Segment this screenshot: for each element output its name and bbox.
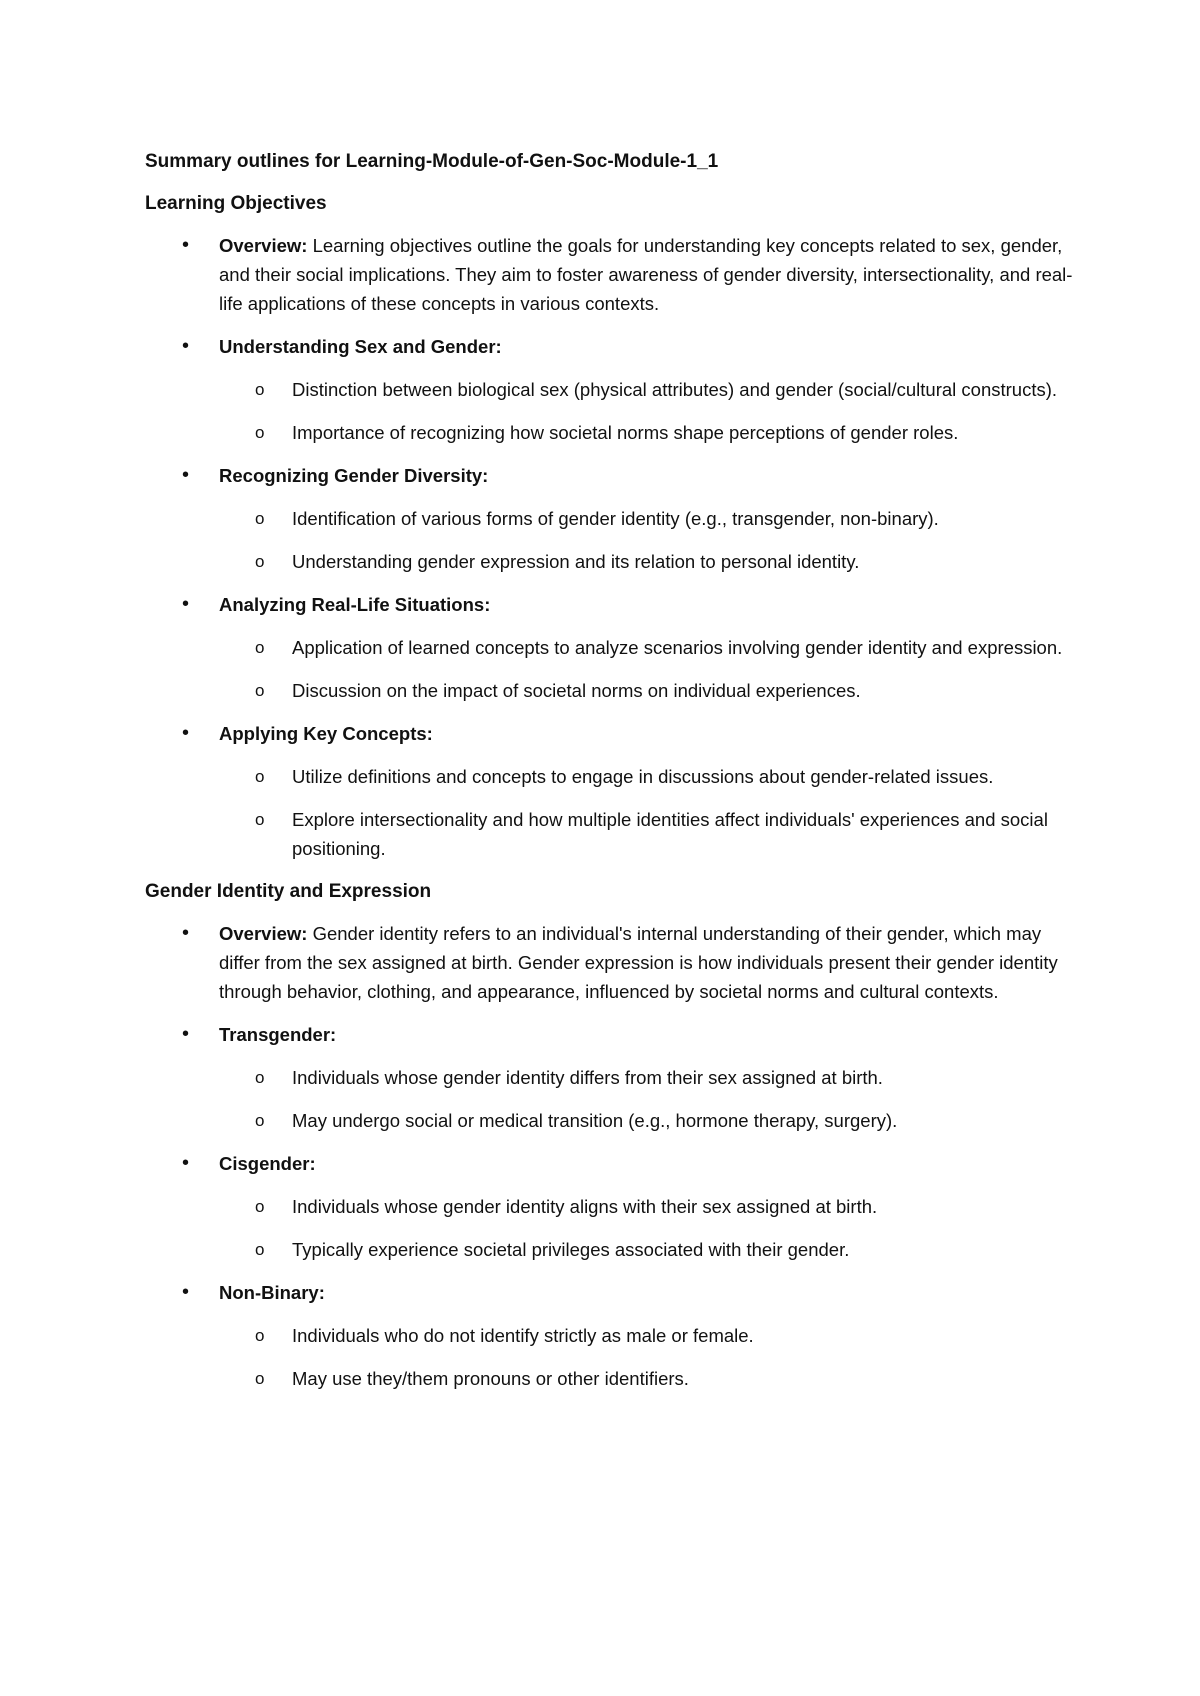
sub-bullet-icon: o xyxy=(255,1369,265,1388)
sub-item-text: May use they/them pronouns or other identifiers. xyxy=(292,1368,689,1389)
sub-bullet-icon: o xyxy=(255,1068,265,1087)
sub-item xyxy=(219,547,1075,576)
bullet-item-real-life xyxy=(145,590,1075,705)
bullet-icon: • xyxy=(182,593,190,615)
bullet-icon: • xyxy=(182,922,190,944)
section-heading: Learning Objectives xyxy=(145,193,327,214)
bullet-icon: • xyxy=(182,464,190,486)
sub-list xyxy=(219,1192,1075,1264)
bullet-text xyxy=(219,719,1075,748)
sub-item xyxy=(219,418,1075,447)
bullet-text xyxy=(219,1020,1075,1049)
sub-item-text: Distinction between biological sex (physical attributes) and gender (social/cultural constructs). xyxy=(292,379,1058,400)
sub-bullet-icon: o xyxy=(255,638,265,657)
sub-item-text: Individuals whose gender identity aligns with their sex assigned at birth. xyxy=(292,1196,878,1217)
sub-item xyxy=(219,762,1075,791)
bullet-icon: • xyxy=(182,722,190,744)
sub-bullet-icon: o xyxy=(255,810,265,829)
section-gender-identity-expression xyxy=(145,877,1075,1393)
sub-item xyxy=(219,375,1075,404)
bullet-item-cisgender xyxy=(145,1149,1075,1264)
sub-bullet-icon: o xyxy=(255,1240,265,1259)
sub-item-text: Application of learned concepts to analyze scenarios involving gender identity and expression. xyxy=(292,637,1063,658)
sub-list xyxy=(219,1063,1075,1135)
sub-list xyxy=(219,762,1075,863)
sub-item xyxy=(219,1192,1075,1221)
bullet-icon: • xyxy=(182,234,190,256)
sub-bullet-icon: o xyxy=(255,1326,265,1345)
bullet-text xyxy=(219,231,1075,318)
bullet-icon: • xyxy=(182,1281,190,1303)
sub-item-text: Understanding gender expression and its relation to personal identity. xyxy=(292,551,860,572)
sub-list xyxy=(219,375,1075,447)
sub-list xyxy=(219,504,1075,576)
sub-item-text: Discussion on the impact of societal norms on individual experiences. xyxy=(292,680,861,701)
bullet-text xyxy=(219,461,1075,490)
bullet-lead: Applying Key Concepts: xyxy=(219,723,433,744)
sub-item-text: Explore intersectionality and how multiple identities affect individuals' experiences and social positioning. xyxy=(292,809,1048,859)
sub-list xyxy=(219,633,1075,705)
bullet-icon: • xyxy=(182,1152,190,1174)
sub-item xyxy=(219,633,1075,662)
sub-item-text: Importance of recognizing how societal norms shape perceptions of gender roles. xyxy=(292,422,959,443)
bullet-item-transgender xyxy=(145,1020,1075,1135)
bullet-lead: Overview: xyxy=(219,235,308,256)
document-content xyxy=(145,147,1075,1407)
bullet-body: Learning objectives outline the goals for understanding key concepts related to sex, gender, and their social implications. They aim to foster awareness of gender diversity, intersectionality, and real-life applications of these concepts in various contexts. xyxy=(219,235,1073,314)
section-learning-objectives xyxy=(145,189,1075,863)
document-title: Summary outlines for Learning-Module-of-Gen-Soc-Module-1_1 xyxy=(145,151,719,172)
bullet-lead: Cisgender: xyxy=(219,1153,316,1174)
bullet-text xyxy=(219,919,1075,1006)
bullet-icon: • xyxy=(182,335,190,357)
sub-item xyxy=(219,805,1075,863)
bullet-text xyxy=(219,1149,1075,1178)
sub-item xyxy=(219,676,1075,705)
sub-bullet-icon: o xyxy=(255,509,265,528)
bullet-lead: Understanding Sex and Gender: xyxy=(219,336,502,357)
bullet-lead: Non-Binary: xyxy=(219,1282,325,1303)
bullet-body: Gender identity refers to an individual's internal understanding of their gender, which may differ from the sex assigned at birth. Gender expression is how individuals present their gender identity through behavior, clothing, and appearance, influenced by societal norms and cultural contexts. xyxy=(219,923,1058,1002)
bullet-lead: Analyzing Real-Life Situations: xyxy=(219,594,491,615)
sub-item-text: Individuals whose gender identity differs from their sex assigned at birth. xyxy=(292,1067,883,1088)
bullet-item-key-concepts xyxy=(145,719,1075,863)
sub-list xyxy=(219,1321,1075,1393)
bullet-lead: Transgender: xyxy=(219,1024,337,1045)
bullet-text xyxy=(219,590,1075,619)
sub-item-text: Typically experience societal privileges associated with their gender. xyxy=(292,1239,850,1260)
sub-bullet-icon: o xyxy=(255,1111,265,1130)
sub-item xyxy=(219,504,1075,533)
bullet-item-overview xyxy=(145,919,1075,1006)
sub-item-text: Utilize definitions and concepts to engage in discussions about gender-related issues. xyxy=(292,766,994,787)
section-heading: Gender Identity and Expression xyxy=(145,881,432,902)
bullet-icon: • xyxy=(182,1023,190,1045)
bullet-text xyxy=(219,1278,1075,1307)
bullet-list xyxy=(145,231,1075,863)
sub-item xyxy=(219,1106,1075,1135)
sub-bullet-icon: o xyxy=(255,681,265,700)
sub-item-text: May undergo social or medical transition (e.g., hormone therapy, surgery). xyxy=(292,1110,898,1131)
sub-item xyxy=(219,1063,1075,1092)
sub-bullet-icon: o xyxy=(255,1197,265,1216)
bullet-item-gender-diversity xyxy=(145,461,1075,576)
sub-bullet-icon: o xyxy=(255,552,265,571)
bullet-lead: Overview: xyxy=(219,923,308,944)
bullet-list xyxy=(145,919,1075,1393)
bullet-text xyxy=(219,332,1075,361)
sub-item xyxy=(219,1364,1075,1393)
sub-bullet-icon: o xyxy=(255,423,265,442)
bullet-item-understanding-sex-gender xyxy=(145,332,1075,447)
sub-item-text: Identification of various forms of gender identity (e.g., transgender, non-binary). xyxy=(292,508,939,529)
sub-bullet-icon: o xyxy=(255,380,265,399)
sub-item xyxy=(219,1235,1075,1264)
bullet-item-non-binary xyxy=(145,1278,1075,1393)
bullet-item-overview xyxy=(145,231,1075,318)
sub-bullet-icon: o xyxy=(255,767,265,786)
bullet-lead: Recognizing Gender Diversity: xyxy=(219,465,489,486)
sub-item xyxy=(219,1321,1075,1350)
sub-item-text: Individuals who do not identify strictly as male or female. xyxy=(292,1325,754,1346)
